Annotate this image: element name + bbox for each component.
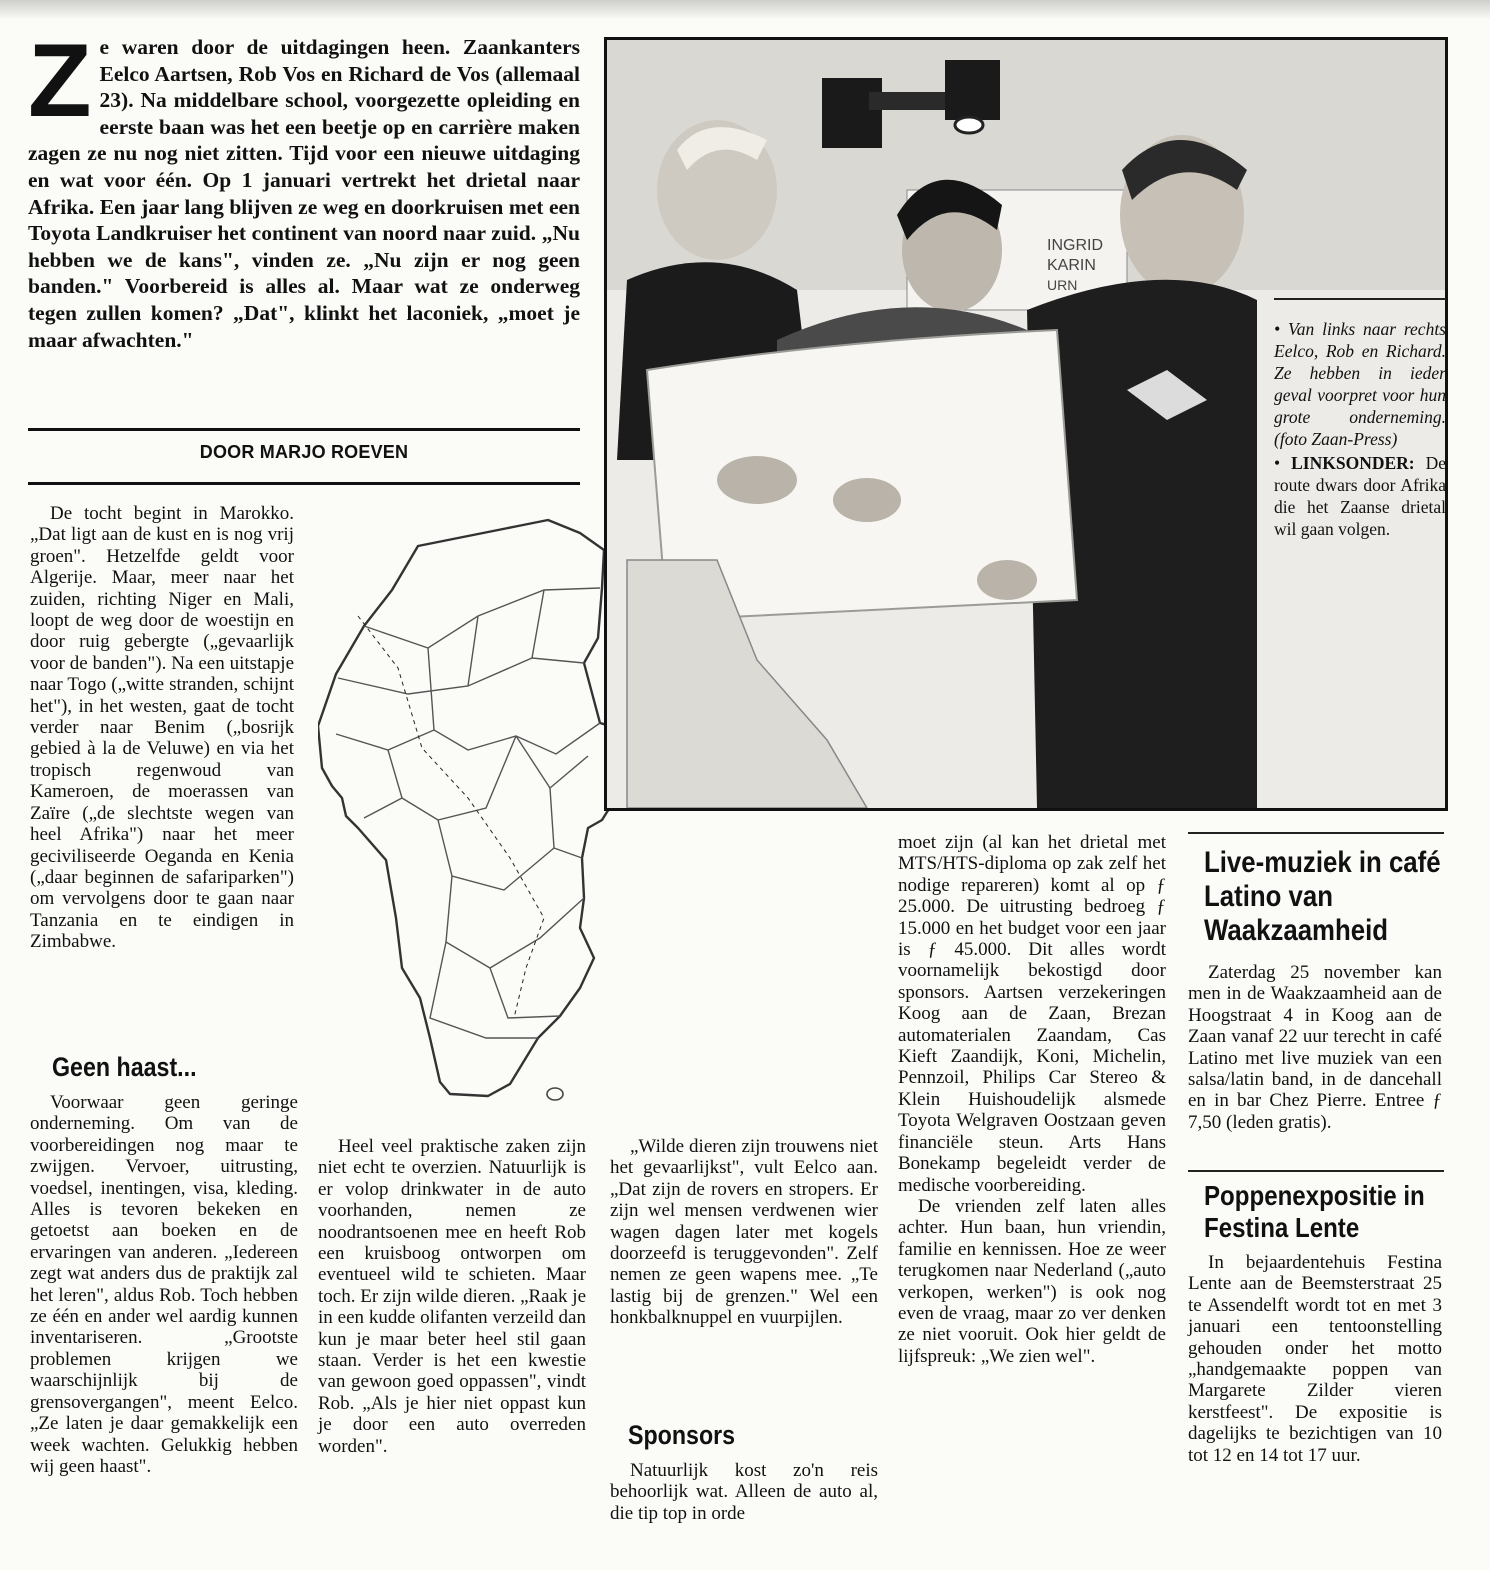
photo-caption bbox=[1274, 318, 1446, 540]
side2-paragraph: In bejaardentehuis Festina Lente aan de Beemsterstraat 25 te Assendelft wordt tot en met 3 januari een tentoonstelling gehouden onder het motto „handgemaakte poppen van Margarete Zilder vieren kerstfeest". De expositie is dagelijks te bezichtigen van 10 tot 12 en 14 tot 17 uur. bbox=[1188, 1252, 1442, 1466]
byline: DOOR MARJO ROEVEN bbox=[199, 442, 409, 462]
bullet-icon: • bbox=[1274, 453, 1281, 473]
wall-text-3: URN bbox=[1047, 277, 1078, 293]
article-intro bbox=[28, 23, 580, 353]
bullet-icon: • bbox=[1274, 319, 1281, 339]
subhead-sponsors: Sponsors bbox=[628, 1420, 736, 1450]
col3b-paragraph: Natuurlijk kost zo'n reis behoorlijk wat. Alleen de auto al, die tip top in orde bbox=[610, 1460, 878, 1524]
col4-paragraph: moet zijn (al kan het drietal met MTS/HTS-diploma op zak zelf het nodige repareren) komt al op ƒ 25.000. De uitrusting bedroeg ƒ 15.000 en het budget voor een jaar is ƒ 45.000. Dit alles wordt voornamelijk bekostigd door sponsors. Aartsen verzekeringen Koog aan de Zaan, Brezan automaterialen Zaandam, Cas Kieft Zaandijk, Koni, Michelin, Pennzoil, Philips Car Stereo & Klein Huishoudelijk alsmede Toyota Welgraven Oostzaan geven financiële steun. Arts Hans Bonekamp begeleidt verder de medische voorbereiding. bbox=[898, 832, 1166, 1196]
col1b-paragraph: Voorwaar geen geringe onderneming. Om van de voorbereidingen nog maar te zwijgen. Vervoer, uitrusting, voedsel, inentingen, visa, kleding. Alles is tevoren bekeken en getoetst aan boeken en de ervaringen van anderen. „Iedereen zegt wat anders dus de praktijk zal het leren", aldus Rob. Toch hebben ze één en ander wel aardig kunnen inventariseren. „Grootste problemen krijgen we waarschijnlijk bij de grensovergangen", meent Eelco. „Ze laten je daar gemakkelijk een week wachten. Gelukkig hebben wij geen haast". bbox=[30, 1092, 298, 1477]
caption-label-linksonder: LINKSONDER: bbox=[1291, 453, 1415, 473]
side2-body bbox=[1188, 1252, 1442, 1466]
column-1b bbox=[30, 1092, 298, 1477]
caption-rule bbox=[1274, 298, 1446, 300]
caption-text-1: Van links naar rechts Eelco, Rob en Richard. Ze hebben in ieder geval voorpret voor hun grote onderneming. bbox=[1274, 319, 1446, 427]
caption-text-2: De route dwars door Afrika die het Zaanse drietal wil gaan volgen. bbox=[1274, 453, 1447, 539]
col4b-paragraph: De vrienden zelf laten alles achter. Hun baan, hun vriendin, familie en kennissen. Hoe ze weer terugkomen naar Nederland („auto verkopen, werken") is ook nog even de vraag, maar zo ver denken ze niet vooruit. Ook hier geldt de lijfspreuk: „We zien wel". bbox=[898, 1195, 1166, 1367]
column-3 bbox=[610, 1136, 878, 1329]
side2-headline: Poppenexpositie in Festina Lente bbox=[1204, 1180, 1425, 1243]
column-2 bbox=[318, 1136, 586, 1457]
side1-headline: Live-muziek in café Latino van Waakzaamheid bbox=[1204, 846, 1441, 947]
side1-body bbox=[1188, 962, 1442, 1133]
intro-text: e waren door de uitdagingen heen. Zaankanters Eelco Aartsen, Rob Vos en Richard de Vos (allemaal 23). Na middelbare school, voorgezette opleiding en eerste baan was het een beetje op en carrière maken zagen ze nu nog niet zitten. Tijd voor een nieuwe uitdaging en wat voor één. Op 1 januari vertrekt het drietal naar Afrika. Een jaar lang blijven ze weg en doorkruisen met een Toyota Landkruiser het continent van noord naar zuid. „Nu hebben we de kans", vinden ze. „Nu zijn er nog geen banden." Voorbereid is alles al. Maar wat ze onderweg tegen zullen komen? „Dat", klinkt het laconiek, „moet je maar afwachten." bbox=[28, 35, 580, 352]
byline-rule-bottom bbox=[28, 482, 580, 485]
col1-paragraph: De tocht begint in Marokko. „Dat ligt aan de kust en is nog vrij groen". Hetzelfde geldt voor Algerije. Maar, meer naar het zuiden, richting Niger en Mali, loopt de weg door de woestijn en door ruig gebergte („gevaarlijk voor de banden"). Na een uitstapje naar Togo („witte stranden, schijnt het"), in het westen, gaat de tocht verder naar Benim („bosrijk gebied à la de Veluwe) en via het tropisch regenwoud van Kameroen, de moerassen van Zaïre („de slechtste wegen van heel Afrika") naar het meer geciviliseerde Oeganda en Kenia („daar beginnen de safariparken") om vervolgens door te gaan naar Tanzania en te eindigen in Zimbabwe. bbox=[30, 503, 294, 953]
side1-paragraph: Zaterdag 25 november kan men in de Waakzaamheid aan de Hoogstraat 4 in Koog aan de Zaan vanaf 22 uur terecht in café Latino met live muziek van een salsa/latin band, in de dancehall en in bar Chez Pierre. Entree ƒ 7,50 (leden gratis). bbox=[1188, 962, 1442, 1133]
scan-edge-shadow bbox=[0, 0, 1490, 20]
column-1 bbox=[30, 503, 294, 953]
byline-rule-top bbox=[28, 428, 580, 431]
column-4 bbox=[898, 832, 1166, 1367]
wall-text-1: INGRID bbox=[1047, 237, 1103, 254]
side1-rule bbox=[1188, 832, 1444, 834]
col2-paragraph: Heel veel praktische zaken zijn niet echt te overzien. Natuurlijk is er volop drinkwater in de auto voorhanden, nemen ze noodrantsoenen mee en heeft Rob een kruisboog ontworpen om eventueel wild te schieten. Maar toch. Er zijn wilde dieren. „Raak je in een kudde olifanten verzeild dan kun je maar beter heel stil gaan staan. Verder is het een kwestie van gewoon goed oppassen", vindt Rob. „Als je hier niet oppast kun je door een auto overreden worden". bbox=[318, 1136, 587, 1457]
side2-rule bbox=[1188, 1170, 1444, 1172]
wall-text-2: KARIN bbox=[1047, 257, 1096, 274]
africa-route-map-icon bbox=[318, 498, 642, 1104]
caption-credit: (foto Zaan-Press) bbox=[1274, 429, 1398, 449]
column-3b bbox=[610, 1460, 878, 1524]
drop-cap: Z bbox=[28, 23, 92, 139]
col3-paragraph: „Wilde dieren zijn trouwens niet het gevaarlijkst", vult Eelco aan. „Dat zijn de rovers en stropers. Er zijn wel mensen verdwenen wier wagen dagen later met kogels doorzeefd is teruggevonden". Zelf nemen ze geen wapens mee. „Te lastig bij de grenzen." Wel een honkbalknuppel en vuurpijlen. bbox=[610, 1136, 878, 1329]
subhead-geen-haast: Geen haast... bbox=[52, 1052, 197, 1082]
